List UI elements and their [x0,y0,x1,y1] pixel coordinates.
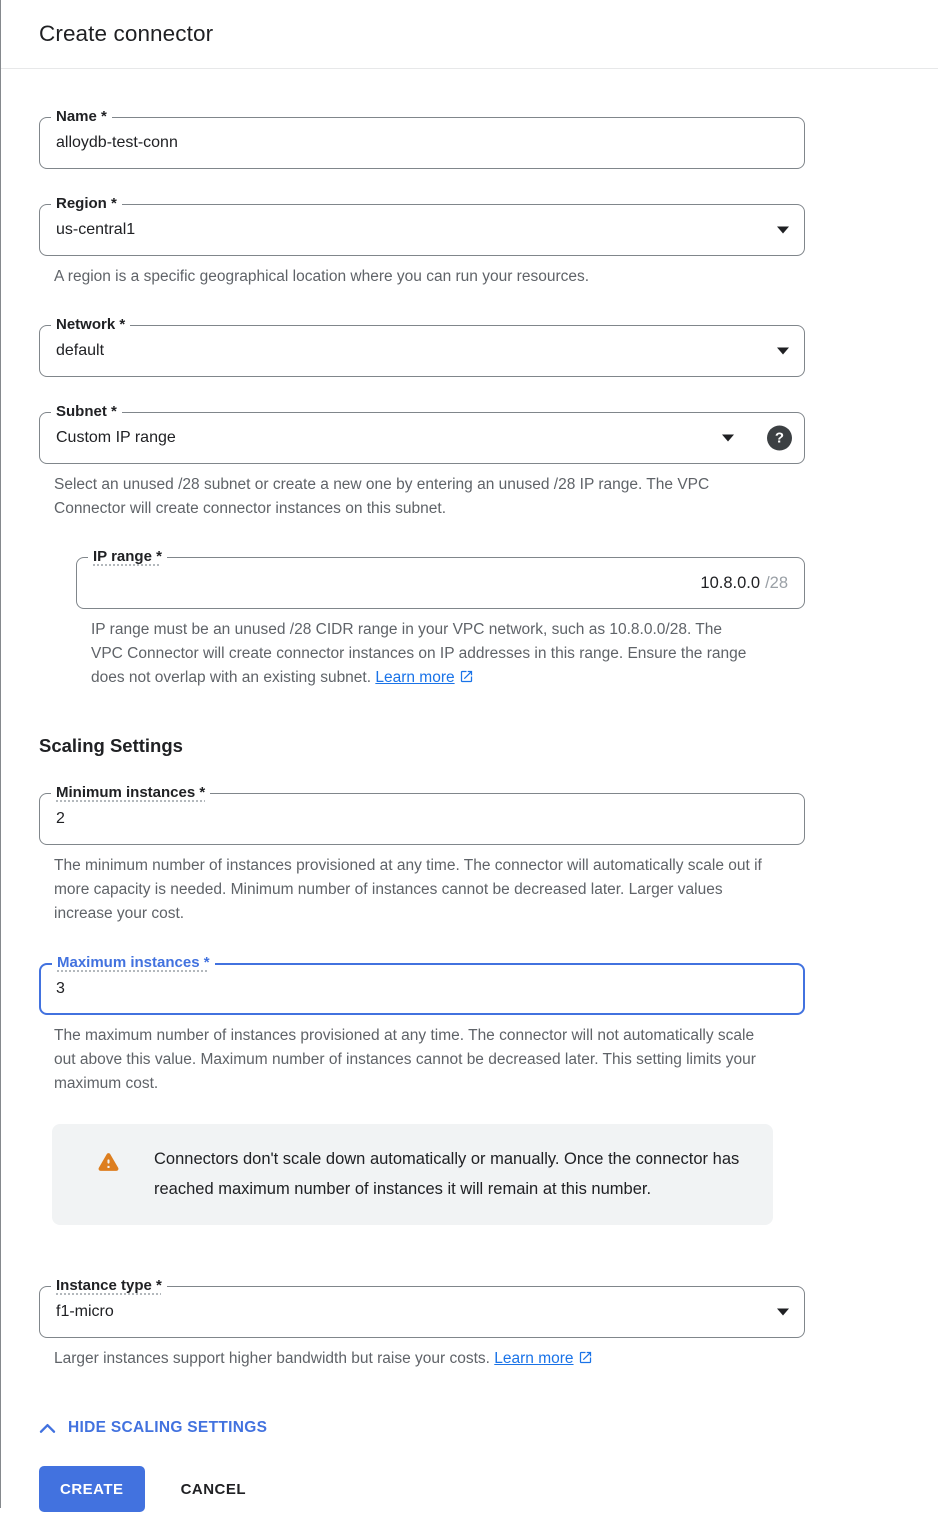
minimum-instances-input[interactable]: 2 [56,810,65,827]
create-button[interactable]: CREATE [39,1466,145,1512]
name-field[interactable] [39,108,805,169]
ip-range-helper-body: IP range must be an unused /28 CIDR range in your VPC network, such as 10.8.0.0/28. The VPC Connector will create connector instances on IP addresses in this range. Ensure the range does not overlap with an existing subnet. [91,621,747,686]
instance-type-label: Instance type * [51,1277,167,1295]
ip-range-cidr-suffix: /28 [765,573,788,592]
network-select-label: Network * [51,316,130,334]
instance-type-selected-value[interactable]: f1-micro [56,1303,114,1320]
subnet-selected-value[interactable]: Custom IP range [56,429,176,446]
maximum-instances-input[interactable]: 3 [56,980,65,997]
external-link-icon[interactable] [578,1350,593,1365]
dropdown-arrow-icon[interactable] [722,435,734,442]
minimum-instances-field[interactable] [39,784,805,845]
dropdown-arrow-icon[interactable] [777,1309,789,1316]
ip-range-input[interactable]: 10.8.0.0 [700,573,761,592]
ip-range-learn-more-link[interactable]: Learn more [375,669,455,686]
hide-scaling-settings-toggle[interactable] [39,1419,267,1437]
ip-range-field-label: IP range * [88,548,167,566]
ip-range-helper-text [91,618,756,690]
ip-range-field[interactable] [76,548,805,609]
network-selected-value[interactable]: default [56,342,105,359]
region-selected-value[interactable]: us-central1 [56,221,136,238]
maximum-instances-field[interactable] [39,954,805,1015]
minimum-instances-helper-text: The minimum number of instances provisioned at any time. The connector will automatically scale out if more capacity is needed. Minimum number of instances cannot be decreased later. Larger values increase your cost. [54,857,762,922]
region-select-label: Region * [51,195,122,213]
dialog-actions [39,1466,805,1512]
instance-type-helper-text [54,1347,805,1371]
scaling-warning-banner [52,1124,773,1225]
external-link-icon[interactable] [459,669,474,684]
network-select[interactable] [39,316,805,377]
dialog-header [1,0,938,69]
instance-type-select[interactable] [39,1277,805,1338]
subnet-select-label: Subnet * [51,403,122,421]
dropdown-arrow-icon[interactable] [777,227,789,234]
subnet-helper-text: Select an unused /28 subnet or create a new one by entering an unused /28 IP range. The VPC Connector will create connector instances on this subnet. [54,476,710,517]
ip-range-section [76,548,805,690]
subnet-select[interactable] [39,403,805,464]
name-input[interactable]: alloydb-test-conn [56,134,178,151]
maximum-instances-label: Maximum instances * [52,954,215,972]
hide-scaling-settings-label: HIDE SCALING SETTINGS [68,1419,268,1436]
region-helper-text: A region is a specific geographical location where you can run your resources. [54,268,590,285]
region-select[interactable] [39,195,805,256]
page-title: Create connector [39,21,214,46]
warning-icon [96,1149,121,1174]
scaling-settings-heading: Scaling Settings [39,735,183,756]
dropdown-arrow-icon[interactable] [777,348,789,355]
create-connector-form [1,108,938,1532]
help-icon[interactable]: ? [767,426,792,451]
name-field-label: Name * [51,108,112,126]
cancel-button[interactable]: CANCEL [169,1466,259,1512]
minimum-instances-label: Minimum instances * [51,784,210,802]
maximum-instances-helper-text: The maximum number of instances provisioned at any time. The connector will not automatically scale out above this value. Maximum number of instances cannot be decreased later. This setting limits your maximum cost. [54,1027,756,1092]
chevron-up-icon [39,1422,56,1434]
instance-type-learn-more-link[interactable]: Learn more [494,1350,574,1367]
instance-type-helper-body: Larger instances support higher bandwidth but raise your costs. [54,1350,495,1367]
warning-message: Connectors don't scale down automatically or manually. Once the connector has reached maximum number of instances it will remain at this number. [154,1150,740,1198]
